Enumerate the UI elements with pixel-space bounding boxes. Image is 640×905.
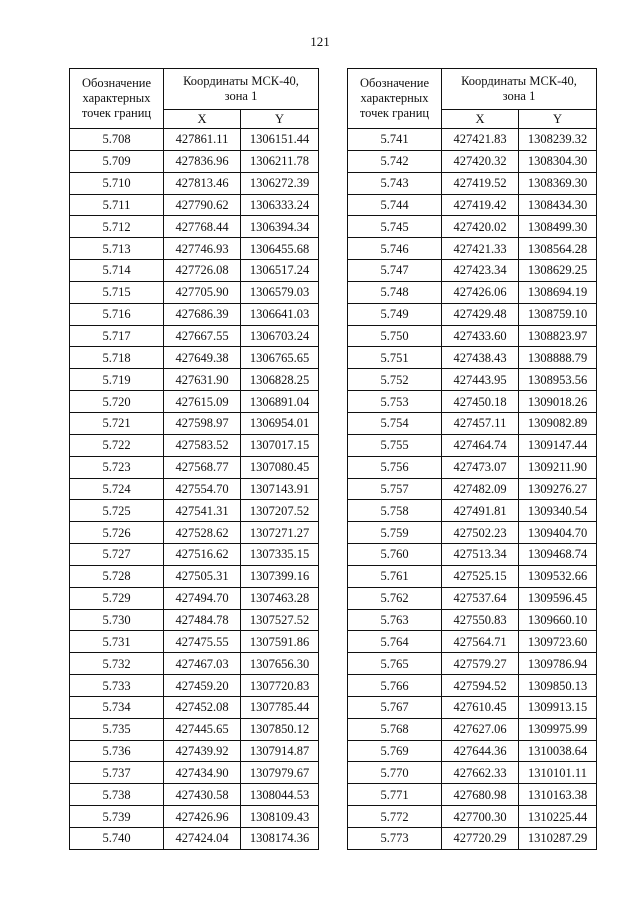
x-coordinate-cell: 427768.44: [164, 216, 241, 238]
x-coordinate-cell: 427467.03: [164, 653, 241, 675]
table-row: [70, 806, 319, 828]
x-coordinate-cell: 427434.90: [164, 762, 241, 784]
point-id-cell: 5.772: [348, 806, 442, 828]
point-id-cell: 5.751: [348, 347, 442, 369]
x-coordinate-cell: 427631.90: [164, 369, 241, 391]
point-id-cell: 5.730: [70, 609, 164, 631]
table-row: [70, 500, 319, 522]
header-line: точек границ: [359, 106, 430, 120]
table-row: [348, 369, 597, 391]
table-row: [348, 456, 597, 478]
table-row: [348, 347, 597, 369]
table-row: [70, 631, 319, 653]
table-row: [348, 325, 597, 347]
y-coordinate-cell: 1309913.15: [519, 696, 597, 718]
table-row: [348, 478, 597, 500]
point-id-cell: 5.720: [70, 391, 164, 413]
x-coordinate-cell: 427433.60: [442, 325, 519, 347]
table-row: [70, 828, 319, 850]
table-row: [70, 150, 319, 172]
table-row: [348, 260, 597, 282]
x-coordinate-cell: 427438.43: [442, 347, 519, 369]
table-row: [348, 216, 597, 238]
y-coordinate-cell: 1307720.83: [241, 675, 319, 697]
x-coordinate-cell: 427568.77: [164, 456, 241, 478]
y-coordinate-cell: 1308953.56: [519, 369, 597, 391]
point-id-cell: 5.725: [70, 500, 164, 522]
x-column-header: X: [164, 110, 241, 129]
y-coordinate-cell: 1309596.45: [519, 587, 597, 609]
point-id-cell: 5.757: [348, 478, 442, 500]
x-coordinate-cell: 427528.62: [164, 522, 241, 544]
table-row: [348, 653, 597, 675]
table-row: [70, 653, 319, 675]
y-coordinate-cell: 1309975.99: [519, 718, 597, 740]
header-line: точек границ: [81, 106, 152, 120]
x-coordinate-cell: 427610.45: [442, 696, 519, 718]
point-id-cell: 5.754: [348, 412, 442, 434]
x-coordinate-cell: 427420.32: [442, 150, 519, 172]
x-coordinate-cell: 427861.11: [164, 129, 241, 151]
y-coordinate-cell: 1308888.79: [519, 347, 597, 369]
point-id-cell: 5.747: [348, 260, 442, 282]
y-coordinate-cell: 1306641.03: [241, 303, 319, 325]
x-coordinate-cell: 427579.27: [442, 653, 519, 675]
x-coordinate-cell: 427426.06: [442, 281, 519, 303]
table-row: [70, 565, 319, 587]
table-row: [70, 260, 319, 282]
table-row: [70, 325, 319, 347]
y-coordinate-cell: 1309786.94: [519, 653, 597, 675]
x-coordinate-cell: 427537.64: [442, 587, 519, 609]
point-id-cell: 5.764: [348, 631, 442, 653]
point-id-cell: 5.769: [348, 740, 442, 762]
table-row: [70, 784, 319, 806]
y-coordinate-cell: 1306272.39: [241, 172, 319, 194]
x-coordinate-cell: 427513.34: [442, 544, 519, 566]
table-row: [70, 172, 319, 194]
x-coordinate-cell: 427790.62: [164, 194, 241, 216]
point-id-cell: 5.749: [348, 303, 442, 325]
point-id-cell: 5.734: [70, 696, 164, 718]
table-row: [70, 675, 319, 697]
table-row: [348, 806, 597, 828]
table-row: [70, 434, 319, 456]
y-coordinate-cell: 1309082.89: [519, 412, 597, 434]
y-coordinate-cell: 1306151.44: [241, 129, 319, 151]
x-coordinate-cell: 427457.11: [442, 412, 519, 434]
coordinates-header: [442, 69, 597, 110]
table-row: [70, 238, 319, 260]
table-row: [348, 412, 597, 434]
point-id-cell: 5.743: [348, 172, 442, 194]
point-id-cell: 5.714: [70, 260, 164, 282]
table-row: [348, 696, 597, 718]
y-coordinate-cell: 1307080.45: [241, 456, 319, 478]
table-row: [70, 281, 319, 303]
point-id-cell: 5.728: [70, 565, 164, 587]
y-coordinate-cell: 1310225.44: [519, 806, 597, 828]
y-column-header: Y: [241, 110, 319, 129]
y-coordinate-cell: 1306455.68: [241, 238, 319, 260]
y-coordinate-cell: 1309147.44: [519, 434, 597, 456]
table-row: [70, 194, 319, 216]
y-coordinate-cell: 1309468.74: [519, 544, 597, 566]
header-line: зона 1: [224, 89, 258, 103]
y-coordinate-cell: 1309018.26: [519, 391, 597, 413]
point-id-cell: 5.721: [70, 412, 164, 434]
point-id-cell: 5.718: [70, 347, 164, 369]
y-coordinate-cell: 1308369.30: [519, 172, 597, 194]
point-id-cell: 5.742: [348, 150, 442, 172]
y-coordinate-cell: 1307207.52: [241, 500, 319, 522]
x-coordinate-cell: 427484.78: [164, 609, 241, 631]
y-coordinate-cell: 1308174.36: [241, 828, 319, 850]
table-row: [348, 172, 597, 194]
x-coordinate-cell: 427445.65: [164, 718, 241, 740]
x-coordinate-cell: 427680.98: [442, 784, 519, 806]
point-id-cell: 5.762: [348, 587, 442, 609]
x-coordinate-cell: 427649.38: [164, 347, 241, 369]
point-id-cell: 5.740: [70, 828, 164, 850]
x-coordinate-cell: 427426.96: [164, 806, 241, 828]
point-id-cell: 5.763: [348, 609, 442, 631]
coordinates-header: [164, 69, 319, 110]
point-id-cell: 5.766: [348, 675, 442, 697]
point-id-cell: 5.760: [348, 544, 442, 566]
y-coordinate-cell: 1307143.91: [241, 478, 319, 500]
point-id-cell: 5.716: [70, 303, 164, 325]
y-coordinate-cell: 1309340.54: [519, 500, 597, 522]
point-id-cell: 5.723: [70, 456, 164, 478]
y-coordinate-cell: 1308823.97: [519, 325, 597, 347]
header-line: зона 1: [502, 89, 536, 103]
table-body-left: [70, 129, 319, 850]
table-row: [348, 522, 597, 544]
point-id-cell: 5.767: [348, 696, 442, 718]
x-coordinate-cell: 427686.39: [164, 303, 241, 325]
table-row: [348, 784, 597, 806]
x-coordinate-cell: 427615.09: [164, 391, 241, 413]
x-coordinate-cell: 427705.90: [164, 281, 241, 303]
header-line: Координаты МСК-40,: [461, 74, 577, 88]
point-id-cell: 5.759: [348, 522, 442, 544]
y-coordinate-cell: 1308044.53: [241, 784, 319, 806]
y-coordinate-cell: 1306517.24: [241, 260, 319, 282]
point-id-cell: 5.709: [70, 150, 164, 172]
y-coordinate-cell: 1307850.12: [241, 718, 319, 740]
x-coordinate-cell: 427450.18: [442, 391, 519, 413]
y-coordinate-cell: 1308434.30: [519, 194, 597, 216]
point-id-cell: 5.708: [70, 129, 164, 151]
x-coordinate-cell: 427421.83: [442, 129, 519, 151]
y-coordinate-cell: 1309660.10: [519, 609, 597, 631]
y-coordinate-cell: 1308499.30: [519, 216, 597, 238]
point-id-cell: 5.761: [348, 565, 442, 587]
x-coordinate-cell: 427494.70: [164, 587, 241, 609]
x-coordinate-cell: 427423.34: [442, 260, 519, 282]
table-row: [70, 456, 319, 478]
y-coordinate-cell: 1310287.29: [519, 828, 597, 850]
table-row: [348, 391, 597, 413]
y-coordinate-cell: 1309850.13: [519, 675, 597, 697]
y-coordinate-cell: 1307335.15: [241, 544, 319, 566]
y-coordinate-cell: 1307914.87: [241, 740, 319, 762]
table-row: [348, 675, 597, 697]
y-coordinate-cell: 1309404.70: [519, 522, 597, 544]
point-id-cell: 5.712: [70, 216, 164, 238]
x-coordinate-cell: 427813.46: [164, 172, 241, 194]
y-coordinate-cell: 1307785.44: [241, 696, 319, 718]
point-id-cell: 5.739: [70, 806, 164, 828]
x-coordinate-cell: 427491.81: [442, 500, 519, 522]
x-coordinate-cell: 427554.70: [164, 478, 241, 500]
x-coordinate-cell: 427420.02: [442, 216, 519, 238]
point-id-cell: 5.729: [70, 587, 164, 609]
y-coordinate-cell: 1310038.64: [519, 740, 597, 762]
x-coordinate-cell: 427662.33: [442, 762, 519, 784]
point-id-cell: 5.768: [348, 718, 442, 740]
x-coordinate-cell: 427473.07: [442, 456, 519, 478]
y-coordinate-cell: 1309532.66: [519, 565, 597, 587]
table-row: [348, 587, 597, 609]
table-row: [70, 696, 319, 718]
y-coordinate-cell: 1306828.25: [241, 369, 319, 391]
point-id-cell: 5.745: [348, 216, 442, 238]
point-id-cell: 5.711: [70, 194, 164, 216]
x-coordinate-cell: 427726.08: [164, 260, 241, 282]
y-coordinate-cell: 1306703.24: [241, 325, 319, 347]
y-coordinate-cell: 1307979.67: [241, 762, 319, 784]
point-id-cell: 5.713: [70, 238, 164, 260]
x-coordinate-cell: 427421.33: [442, 238, 519, 260]
y-coordinate-cell: 1306333.24: [241, 194, 319, 216]
y-coordinate-cell: 1310163.38: [519, 784, 597, 806]
x-coordinate-cell: 427541.31: [164, 500, 241, 522]
point-id-cell: 5.733: [70, 675, 164, 697]
x-coordinate-cell: 427836.96: [164, 150, 241, 172]
table-row: [348, 303, 597, 325]
point-id-cell: 5.752: [348, 369, 442, 391]
y-coordinate-cell: 1310101.11: [519, 762, 597, 784]
table-row: [348, 828, 597, 850]
table-row: [70, 544, 319, 566]
x-coordinate-cell: 427419.42: [442, 194, 519, 216]
page-number: 121: [310, 34, 330, 49]
y-coordinate-cell: 1307656.30: [241, 653, 319, 675]
point-id-cell: 5.715: [70, 281, 164, 303]
y-coordinate-cell: 1308109.43: [241, 806, 319, 828]
point-id-cell: 5.748: [348, 281, 442, 303]
y-coordinate-cell: 1306211.78: [241, 150, 319, 172]
table-row: [70, 347, 319, 369]
y-coordinate-cell: 1306891.04: [241, 391, 319, 413]
y-coordinate-cell: 1309723.60: [519, 631, 597, 653]
x-column-header: X: [442, 110, 519, 129]
x-coordinate-cell: 427644.36: [442, 740, 519, 762]
table-row: [348, 718, 597, 740]
y-column-header: Y: [519, 110, 597, 129]
header-line: Обозначение: [81, 76, 152, 90]
x-coordinate-cell: 427424.04: [164, 828, 241, 850]
point-id-cell: 5.731: [70, 631, 164, 653]
x-coordinate-cell: 427564.71: [442, 631, 519, 653]
table-row: [348, 544, 597, 566]
point-id-cell: 5.732: [70, 653, 164, 675]
point-id-cell: 5.756: [348, 456, 442, 478]
x-coordinate-cell: 427505.31: [164, 565, 241, 587]
header-line: Обозначение: [359, 76, 430, 90]
y-coordinate-cell: 1308239.32: [519, 129, 597, 151]
point-id-cell: 5.719: [70, 369, 164, 391]
point-id-cell: 5.722: [70, 434, 164, 456]
point-designation-header: [348, 69, 442, 129]
table-row: [70, 522, 319, 544]
y-coordinate-cell: 1307399.16: [241, 565, 319, 587]
y-coordinate-cell: 1306579.03: [241, 281, 319, 303]
table-row: [348, 609, 597, 631]
y-coordinate-cell: 1307271.27: [241, 522, 319, 544]
point-id-cell: 5.770: [348, 762, 442, 784]
y-coordinate-cell: 1308304.30: [519, 150, 597, 172]
point-id-cell: 5.735: [70, 718, 164, 740]
x-coordinate-cell: 427746.93: [164, 238, 241, 260]
table-row: [70, 762, 319, 784]
x-coordinate-cell: 427482.09: [442, 478, 519, 500]
x-coordinate-cell: 427598.97: [164, 412, 241, 434]
table-body-right: [348, 129, 597, 850]
y-coordinate-cell: 1308629.25: [519, 260, 597, 282]
table-row: [348, 150, 597, 172]
point-id-cell: 5.771: [348, 784, 442, 806]
x-coordinate-cell: 427439.92: [164, 740, 241, 762]
header-line: характерных: [82, 91, 151, 105]
y-coordinate-cell: 1308694.19: [519, 281, 597, 303]
table-row: [348, 565, 597, 587]
x-coordinate-cell: 427429.48: [442, 303, 519, 325]
x-coordinate-cell: 427502.23: [442, 522, 519, 544]
y-coordinate-cell: 1309211.90: [519, 456, 597, 478]
point-id-cell: 5.744: [348, 194, 442, 216]
x-coordinate-cell: 427700.30: [442, 806, 519, 828]
table-row: [70, 129, 319, 151]
point-id-cell: 5.724: [70, 478, 164, 500]
table-row: [70, 740, 319, 762]
header-line: характерных: [360, 91, 429, 105]
point-id-cell: 5.738: [70, 784, 164, 806]
y-coordinate-cell: 1306954.01: [241, 412, 319, 434]
x-coordinate-cell: 427452.08: [164, 696, 241, 718]
y-coordinate-cell: 1308759.10: [519, 303, 597, 325]
x-coordinate-cell: 427459.20: [164, 675, 241, 697]
y-coordinate-cell: 1309276.27: [519, 478, 597, 500]
x-coordinate-cell: 427419.52: [442, 172, 519, 194]
point-id-cell: 5.710: [70, 172, 164, 194]
x-coordinate-cell: 427667.55: [164, 325, 241, 347]
point-id-cell: 5.755: [348, 434, 442, 456]
table-row: [70, 478, 319, 500]
point-id-cell: 5.727: [70, 544, 164, 566]
table-row: [348, 281, 597, 303]
point-id-cell: 5.765: [348, 653, 442, 675]
table-row: [70, 391, 319, 413]
point-id-cell: 5.750: [348, 325, 442, 347]
x-coordinate-cell: 427594.52: [442, 675, 519, 697]
y-coordinate-cell: 1307591.86: [241, 631, 319, 653]
x-coordinate-cell: 427627.06: [442, 718, 519, 740]
x-coordinate-cell: 427430.58: [164, 784, 241, 806]
x-coordinate-cell: 427583.52: [164, 434, 241, 456]
y-coordinate-cell: 1307527.52: [241, 609, 319, 631]
point-id-cell: 5.741: [348, 129, 442, 151]
point-designation-header: [70, 69, 164, 129]
table-row: [348, 500, 597, 522]
x-coordinate-cell: 427516.62: [164, 544, 241, 566]
table-row: [70, 587, 319, 609]
x-coordinate-cell: 427464.74: [442, 434, 519, 456]
point-id-cell: 5.717: [70, 325, 164, 347]
x-coordinate-cell: 427443.95: [442, 369, 519, 391]
table-row: [348, 631, 597, 653]
table-row: [348, 238, 597, 260]
y-coordinate-cell: 1306765.65: [241, 347, 319, 369]
coordinates-table-right: [347, 68, 597, 850]
y-coordinate-cell: 1307463.28: [241, 587, 319, 609]
point-id-cell: 5.746: [348, 238, 442, 260]
point-id-cell: 5.753: [348, 391, 442, 413]
table-row: [70, 369, 319, 391]
x-coordinate-cell: 427720.29: [442, 828, 519, 850]
table-row: [348, 129, 597, 151]
x-coordinate-cell: 427550.83: [442, 609, 519, 631]
table-row: [348, 194, 597, 216]
table-row: [348, 434, 597, 456]
table-row: [348, 740, 597, 762]
table-row: [70, 303, 319, 325]
point-id-cell: 5.737: [70, 762, 164, 784]
x-coordinate-cell: 427525.15: [442, 565, 519, 587]
y-coordinate-cell: 1308564.28: [519, 238, 597, 260]
table-row: [70, 609, 319, 631]
point-id-cell: 5.758: [348, 500, 442, 522]
header-line: Координаты МСК-40,: [183, 74, 299, 88]
point-id-cell: 5.773: [348, 828, 442, 850]
point-id-cell: 5.736: [70, 740, 164, 762]
table-row: [70, 718, 319, 740]
point-id-cell: 5.726: [70, 522, 164, 544]
y-coordinate-cell: 1307017.15: [241, 434, 319, 456]
table-row: [70, 412, 319, 434]
coordinates-table-left: [69, 68, 319, 850]
y-coordinate-cell: 1306394.34: [241, 216, 319, 238]
table-row: [348, 762, 597, 784]
table-row: [70, 216, 319, 238]
x-coordinate-cell: 427475.55: [164, 631, 241, 653]
